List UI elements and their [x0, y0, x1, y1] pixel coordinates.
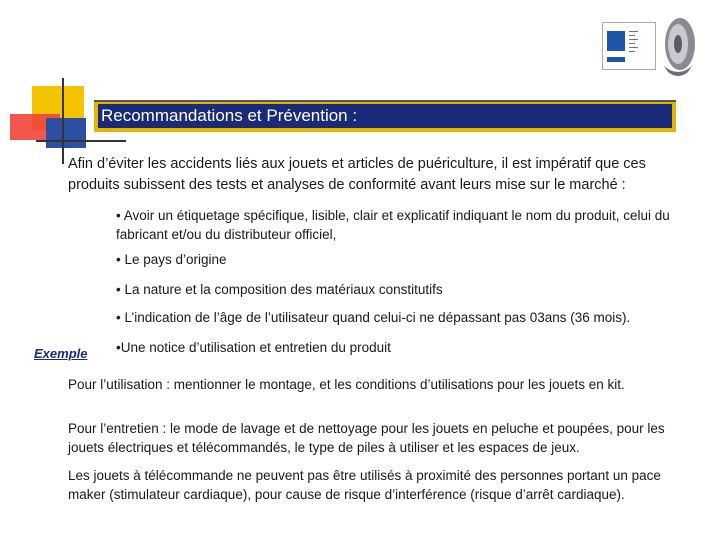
- bullet-item: • L’indication de l’âge de l’utilisateur quand celui-ci ne dépassant pas 03ans (36 mois).: [116, 310, 631, 325]
- 3d-disc-logo-icon: [658, 14, 698, 80]
- bullet-item: • Avoir un étiquetage spécifique, lisible, clair et explicatif indiquant le nom du produit, celui du fabricant et/ou du distributeur officiel,: [116, 208, 670, 242]
- bullet-item: • La nature et la composition des matériaux constitutifs: [116, 282, 443, 297]
- certification-logo-icon: ▬▬▬ ▬▬ ▬▬▬ ▬▬ ▬▬▬ ▬▬: [602, 22, 656, 70]
- page-title: Recommandations et Prévention :: [98, 104, 672, 128]
- decor-horizontal-line: [36, 140, 126, 142]
- bullet-item: • Le pays d’origine: [116, 252, 227, 267]
- usage-paragraph: Pour l’utilisation : mentionner le montage, et les conditions d’utilisations pour les jouets en kit.: [68, 377, 625, 392]
- intro-paragraph: Afin d’éviter les accidents liés aux jouets et articles de puériculture, il est impératif que ces produits subissent des tests et analyses de conformité avant leurs mise sur le marché :: [68, 156, 646, 193]
- decor-vertical-line: [62, 78, 64, 164]
- warning-paragraph: Les jouets à télécommande ne peuvent pas être utilisés à proximité des personnes portant un pace maker (stimulateur cardiaque), pour cause de risque d’interférence (risque d’arrêt cardiaque).: [68, 468, 661, 502]
- maintenance-paragraph: Pour l’entretien : le mode de lavage et de nettoyage pour les jouets en peluche et poupées, pour les jouets électriques et télécommandés, le type de piles à utiliser et les espaces de jeux.: [68, 421, 665, 455]
- bullet-item: •Une notice d’utilisation et entretien du produit: [116, 340, 391, 355]
- example-label: Exemple: [34, 346, 88, 361]
- decor-blue-square: [46, 118, 86, 148]
- title-banner: [94, 100, 676, 132]
